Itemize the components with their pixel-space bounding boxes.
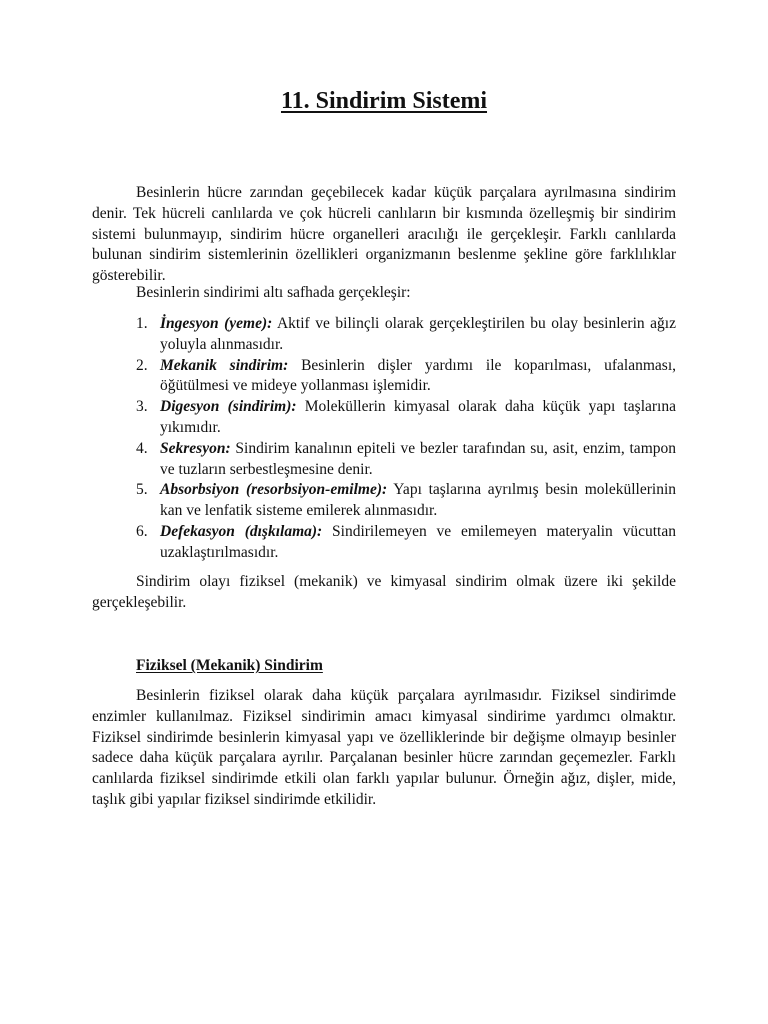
- digestion-phases-list: [92, 314, 676, 564]
- list-item-term: İngesyon (yeme):: [160, 315, 273, 332]
- list-item-number: 2.: [136, 356, 148, 374]
- list-item: [92, 522, 676, 564]
- list-item-term: Sekresyon:: [160, 439, 231, 457]
- list-item-term: Digesyon (sindirim):: [160, 398, 297, 416]
- list-item-text: Yapı taşlarına ayrılmış besin moleküllerinin kan ve lenfatik sisteme emilerek alınmasıdır.: [160, 481, 677, 520]
- list-item-number: 4.: [136, 439, 148, 457]
- list-item-term: Defekasyon (dışkılama):: [160, 522, 323, 540]
- list-item-number: 6.: [136, 522, 148, 540]
- section-heading-physical-digestion: Fiziksel (Mekanik) Sindirim: [136, 657, 323, 674]
- list-item: [92, 314, 676, 356]
- list-item-text: Besinlerin dişler yardımı ile koparılması, ufalanması, öğütülmesi ve mideye yollanması işlemidir.: [160, 356, 676, 395]
- list-item: [92, 356, 676, 398]
- phases-lead-paragraph: Besinlerin sindirimi altı safhada gerçekleşir:: [136, 284, 411, 301]
- list-item-text: Aktif ve bilinçli olarak gerçekleştirilen bu olay besinlerin ağız yoluyla alınmasıdır.: [160, 315, 676, 353]
- mechanical-chemical-paragraph: Sindirim olayı fiziksel (mekanik) ve kimyasal sindirim olmak üzere iki şekilde gerçekleşebilir.: [92, 573, 676, 611]
- list-item: [92, 439, 676, 481]
- list-item-term: Mekanik sindirim:: [160, 356, 289, 374]
- list-item-number: 1.: [136, 315, 148, 332]
- intro-paragraph: Besinlerin hücre zarından geçebilecek kadar küçük parçalara ayrılmasına sindirim denir. Tek hücreli canlılarda ve çok hücreli canlıların bir kısmında özelleşmiş bir sindirim sistemi bulunmayıp, sindirim hücre organelleri aracılığı ile gerçekleşir. Farklı canlılarda bulunan sindirim sistemlerinin özellikleri organizmanın beslenme şekline göre farklılıklar gösterebilir.: [92, 184, 676, 285]
- list-item-number: 3.: [136, 398, 148, 416]
- physical-digestion-paragraph: Besinlerin fiziksel olarak daha küçük parçalara ayrılmasıdır. Fiziksel sindirimde enzimler kullanılmaz. Fiziksel sindirimin amacı kimyasal sindirime yardımcı olmaktır. Fiziksel sindirimde besinlerin kimyasal yapı ve özelliklerinde bir değişme olmayıp besinler sadece daha küçük parçalara ayrılır. Parçalanan besinler hücre zarından geçemezler. Farklı canlılarda fiziksel sindirimde etkili olan farklı yapılar bulunur. Örneğin ağız, dişler, mide, taşlık gibi yapılar fiziksel sindirimde etkilidir.: [92, 687, 676, 808]
- page-title-text: 11. Sindirim Sistemi: [280, 88, 488, 114]
- list-item: [92, 480, 676, 522]
- list-item: [92, 397, 676, 439]
- list-item-term: Absorbsiyon (resorbsiyon-emilme):: [160, 481, 388, 499]
- page-title: [92, 86, 676, 116]
- list-item-text: Sindirim kanalının epiteli ve bezler tarafından su, asit, enzim, tampon ve tuzların serbestleşmesine denir.: [160, 439, 676, 478]
- list-item-text: Sindirilemeyen ve emilemeyen materyalin vücuttan uzaklaştırılmasıdır.: [160, 522, 676, 561]
- list-item-text: Moleküllerin kimyasal olarak daha küçük yapı taşlarına yıkımıdır.: [160, 398, 676, 436]
- list-item-number: 5.: [136, 481, 148, 499]
